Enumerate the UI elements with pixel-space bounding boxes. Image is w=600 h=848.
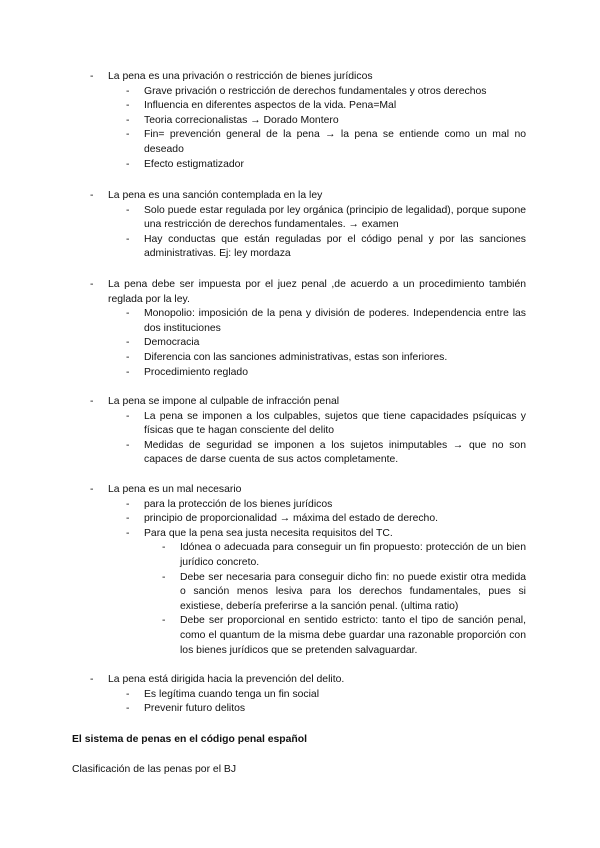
sub-item: - La pena se imponen a los culpables, sujetos que tiene capacidades psíquicas y físicas que te hagan consciente del delito <box>144 410 526 439</box>
bullet-text: - La pena se impone al culpable de infracción penal <box>108 396 340 407</box>
nested-item: - Debe ser proporcional en sentido estricto: tanto el tipo de sanción penal, como el quantum de la misma debe guardar una razonable proporción con los bienes jurídicos que se pretenden salvaguardar. <box>180 614 526 658</box>
nested-item: - Idónea o adecuada para conseguir un fin propuesto: protección de un bien jurídico concreto. <box>180 541 526 570</box>
sub-item: - Grave privación o restricción de derechos fundamentales y otros derechos <box>144 85 526 100</box>
nested-list <box>180 541 526 658</box>
bullet-text: - La pena es una sanción contemplada en la ley <box>108 190 323 201</box>
sub-item: - Efecto estigmatizador <box>144 158 526 173</box>
sub-item: - Teoria correcionalistas → Dorado Montero <box>144 114 526 129</box>
sub-list <box>144 307 526 380</box>
sub-item: - Influencia en diferentes aspectos de la vida. Pena=Mal <box>144 99 526 114</box>
sub-item: - Procedimiento reglado <box>144 366 526 381</box>
bullet-item <box>108 483 526 658</box>
sub-list <box>144 410 526 468</box>
bullet-item <box>108 70 526 172</box>
section-4 <box>108 395 526 468</box>
section-1 <box>108 70 526 172</box>
sub-item <box>144 527 526 658</box>
sub-item: - Solo puede estar regulada por ley orgánica (principio de legalidad), porque supone una restricción de derechos fundamentales. → examen <box>144 204 526 233</box>
sub-item: - Democracia <box>144 336 526 351</box>
nested-item: - Debe ser necesaria para conseguir dicho fin: no puede existir otra medida o sanción menos lesiva para los derechos fundamentales, pues si existiese, debería preferirse a la sanción penal. (ultima ratio) <box>180 571 526 615</box>
bullet-item <box>108 395 526 468</box>
sub-item: - Diferencia con las sanciones administrativas, estas son inferiores. <box>144 351 526 366</box>
bullet-item <box>108 189 526 262</box>
bullet-text: - La pena está dirigida hacia la prevención del delito. <box>108 674 345 685</box>
sub-list <box>144 204 526 262</box>
bullet-item <box>108 673 526 717</box>
bullet-item <box>108 278 526 380</box>
section-heading: El sistema de penas en el código penal español <box>72 734 308 745</box>
bullet-text: - La pena es una privación o restricción de bienes jurídicos <box>108 71 373 82</box>
sub-item: - Hay conductas que están reguladas por el código penal y por las sanciones administrativas. Ej: ley mordaza <box>144 233 526 262</box>
sub-list <box>144 498 526 659</box>
sub-item: - principio de proporcionalidad → máxima del estado de derecho. <box>144 512 526 527</box>
bullet-text: - La pena debe ser impuesta por el juez penal ,de acuerdo a un procedimiento también reglada por la ley. <box>108 279 526 305</box>
bullet-text: - La pena es un mal necesario <box>108 484 242 495</box>
sub-item-text: Para que la pena sea justa necesita requisitos del TC. <box>144 527 393 539</box>
sub-list <box>144 688 526 717</box>
sub-item: - Prevenir futuro delitos <box>144 702 526 717</box>
sub-list <box>144 85 526 173</box>
sub-item: - Medidas de seguridad se imponen a los sujetos inimputables → que no son capaces de darse cuenta de sus actos completamente. <box>144 439 526 468</box>
section-2 <box>108 189 526 262</box>
section-6 <box>108 673 526 717</box>
sub-item: - Monopolio: imposición de la pena y división de poderes. Independencia entre las dos instituciones <box>144 307 526 336</box>
sub-item: - Es legítima cuando tenga un fin social <box>144 688 526 703</box>
section-subheading: Clasificación de las penas por el BJ <box>72 764 237 775</box>
sub-item: - para la protección de los bienes jurídicos <box>144 498 526 513</box>
section-5 <box>108 483 526 658</box>
section-3 <box>108 278 526 380</box>
sub-item: - Fin= prevención general de la pena → la pena se entiende como un mal no deseado <box>144 128 526 157</box>
